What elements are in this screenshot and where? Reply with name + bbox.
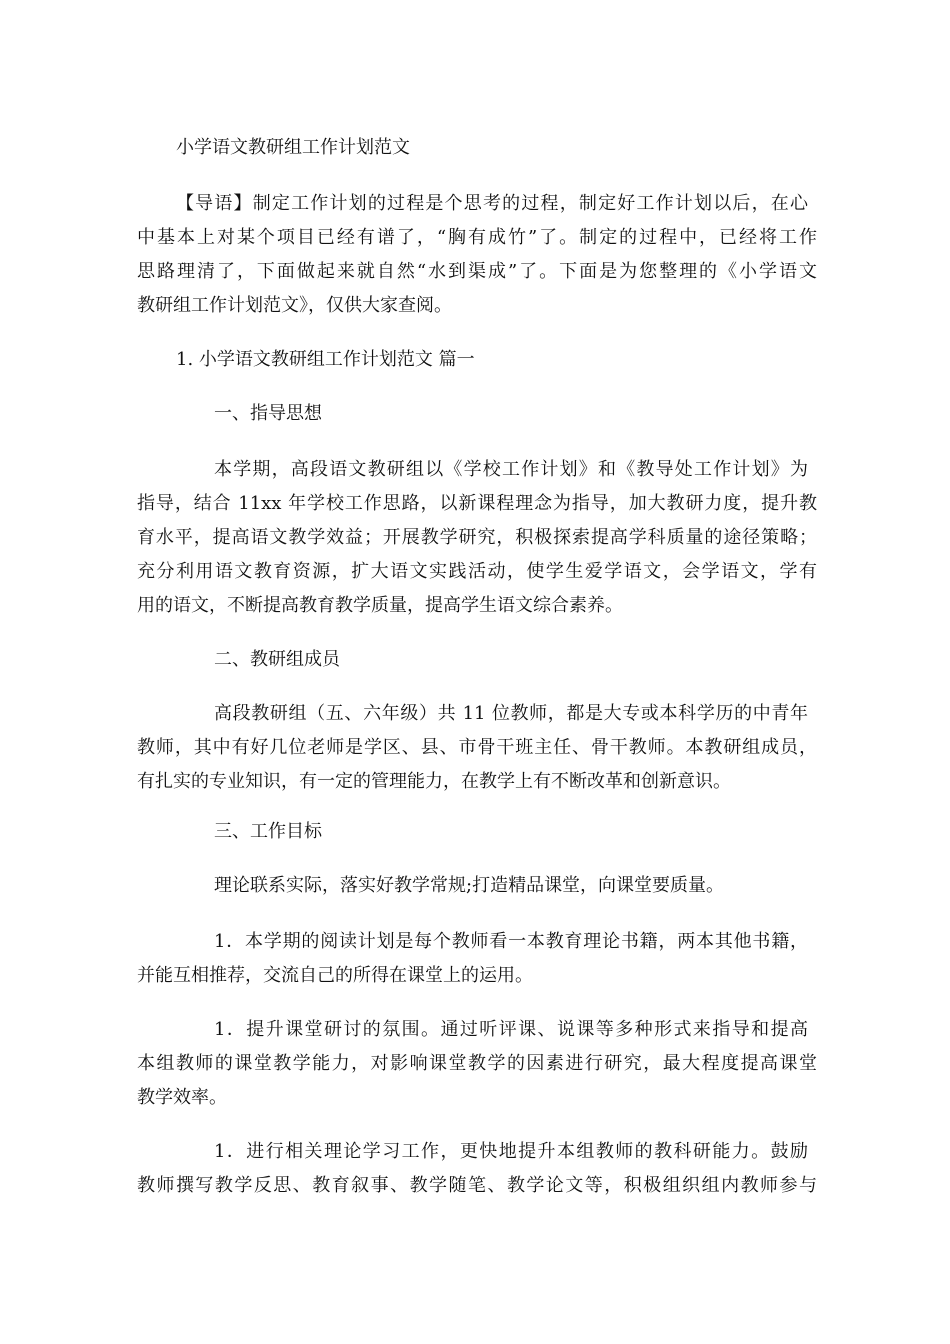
- list-item-line: 1．提升课堂研讨的氛围。通过听评课、说课等多种形式来指导和提高: [214, 1019, 808, 1040]
- paragraph-line: 育水平，提高语文教学效益；开展教学研究，积极探索提高学科质量的途径策略；: [137, 527, 817, 548]
- list-item-line: 并能互相推荐，交流自己的所得在课堂上的运用。: [137, 965, 533, 986]
- list-item-line: 1．进行相关理论学习工作，更快地提升本组教师的教科研能力。鼓励: [214, 1141, 808, 1162]
- document-title: 小学语文教研组工作计划范文: [176, 137, 410, 158]
- intro-line: 教研组工作计划范文》，仅供大家查阅。: [137, 295, 452, 316]
- list-item-line: 1．本学期的阅读计划是每个教师看一本教育理论书籍，两本其他书籍，: [214, 931, 808, 952]
- paragraph-line: 用的语文，不断提高教育教学质量，提高学生语文综合素养。: [137, 595, 623, 616]
- paragraph-line: 高段教研组（五、六年级）共 11 位教师，都是大专或本科学历的中青年: [214, 703, 808, 724]
- section-title: 1. 小学语文教研组工作计划范文 篇一: [176, 349, 475, 370]
- list-item-line: 本组教师的课堂教学能力，对影响课堂教学的因素进行研究，最大程度提高课堂: [137, 1053, 817, 1074]
- intro-line: 【导语】制定工作计划的过程是个思考的过程，制定好工作计划以后，在心: [176, 193, 808, 214]
- paragraph-line: 充分利用语文教育资源，扩大语文实践活动，使学生爱学语文，会学语文，学有: [137, 561, 817, 582]
- paragraph-line: 指导，结合 11xx 年学校工作思路，以新课程理念为指导，加大教研力度，提升教: [137, 493, 817, 514]
- heading-team-members: 二、教研组成员: [214, 649, 340, 670]
- intro-line: 思路理清了，下面做起来就自然“水到渠成”了。下面是为您整理的《小学语文: [137, 261, 817, 282]
- paragraph-line: 本学期，高段语文教研组以《学校工作计划》和《教导处工作计划》为: [214, 459, 808, 480]
- list-item-line: 教学效率。: [137, 1087, 227, 1108]
- paragraph-line: 有扎实的专业知识，有一定的管理能力，在教学上有不断改革和创新意识。: [137, 771, 731, 792]
- paragraph-work-goals: 理论联系实际，落实好教学常规;打造精品课堂，向课堂要质量。: [214, 875, 725, 896]
- paragraph-line: 教师，其中有好几位老师是学区、县、市骨干班主任、骨干教师。本教研组成员，: [137, 737, 817, 758]
- list-item-line: 教师撰写教学反思、教育叙事、教学随笔、教学论文等，积极组织组内教师参与: [137, 1175, 817, 1196]
- heading-guiding-thought: 一、指导思想: [214, 403, 322, 424]
- intro-line: 中基本上对某个项目已经有谱了，“胸有成竹”了。制定的过程中，已经将工作: [137, 227, 817, 248]
- heading-work-goals: 三、工作目标: [214, 821, 322, 842]
